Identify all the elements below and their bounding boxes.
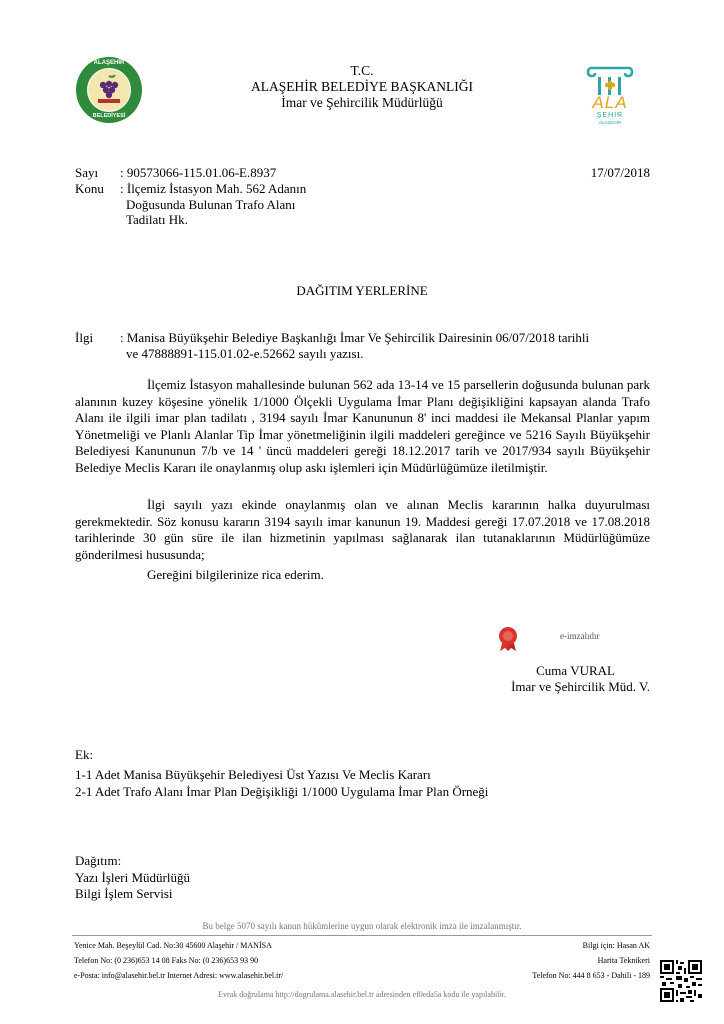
signatory-title: İmar ve Şehircilik Müd. V.: [511, 679, 650, 694]
e-signed-note: e-imzalıdır: [560, 631, 600, 641]
footer-address: Yenice Mah. Beşeylül Cad. No:30 45600 Alaşehir / MANİSA: [74, 941, 272, 950]
municipality-seal-icon: [74, 55, 144, 125]
ala-sehir-logo: [586, 66, 634, 128]
konu-line-3: Tadilatı Hk.: [126, 212, 188, 227]
header-department: İmar ve Şehircilik Müdürlüğü: [281, 95, 443, 110]
footer-contact-title: Harita Teknikeri: [597, 956, 650, 965]
attachment-item-2: 2-1 Adet Trafo Alanı İmar Plan Değişikliği 1/1000 Uygulama İmar Plan Örneği: [75, 784, 489, 799]
header-tc: T.C.: [350, 63, 374, 78]
konu-label: Konu: [75, 181, 104, 196]
attachment-item-1: 1-1 Adet Manisa Büyükşehir Belediyesi Üst Yazısı Ve Meclis Kararı: [75, 767, 431, 782]
konu-line-1: : İlçemiz İstasyon Mah. 562 Adanın: [120, 181, 307, 196]
attachments-label: Ek:: [75, 747, 94, 762]
footer-contact-name: Bilgi için: Hasan AK: [582, 941, 650, 950]
logo-sub: ŞEHİR: [596, 112, 624, 119]
seal-top-text: ALAŞEHİR: [93, 60, 125, 66]
sayi-value: : 90573066-115.01.06-E.8937: [120, 165, 277, 180]
distribution-item-1: Yazı İşleri Müdürlüğü: [75, 870, 190, 885]
seal-bottom-text: BELEDİYESİ: [92, 113, 126, 119]
logo-text: ALA: [592, 93, 628, 112]
footer-contact-phone: Telefon No: 444 8 653 - Dahili - 189: [532, 971, 650, 980]
footer-divider: [72, 935, 652, 936]
e-signature-seal-icon: [496, 626, 520, 652]
e-signature-notice: Bu belge 5070 sayılı kanun hükümlerine uygun olarak elektronik imza ile imzalanmıştır.: [202, 921, 522, 931]
signatory-name: Cuma VURAL: [536, 663, 615, 678]
body-paragraph-3: Gereğini bilgilerinize rica ederim.: [147, 567, 324, 582]
body-paragraph-1: İlçemiz İstasyon mahallesinde bulunan 562 ada 13-14 ve 15 parsellerin doğusunda bulunan park alanının kuzey köşesine yönelik 1/1000 Ölçekli Uygulama İmar Planı değişikliğini kapsayan alanda Trafo Alanı ile ilgili imar plan tadilatı , 3194 sayılı İmar Kanununun 8' inci maddesi ile Mekansal Planlar yapım Yönetmeliği ve Planlı Alanlar Tip İmar yönetmeliğinin ilgili maddeleri gereğince ve 5216 Sayılı Büyükşehir Belediyesi Kanununun 7/b ve 14 ' üncü maddeleri gereği 18.12.2017 tarih ve 2017/934 sayılı Büyükşehir Belediye Meclis Kararı ile onaylanmış olup askı işlemleri için Müdürlüğümüze iletilmiştir.: [75, 377, 650, 475]
header-institution: ALAŞEHİR BELEDİYE BAŞKANLIĞI: [251, 79, 473, 94]
distribution-item-2: Bilgi İşlem Servisi: [75, 886, 173, 901]
recipient-heading: DAĞITIM YERLERİNE: [296, 283, 428, 298]
footer-web: e-Posta: info@alasehir.bel.tr Internet Adresi: www.alasehir.bel.tr/: [74, 971, 284, 980]
qr-code-icon: [660, 960, 702, 1002]
ilgi-line-2: ve 47888891-115.01.02-e.52662 sayılı yazısı.: [126, 346, 364, 361]
distribution-label: Dağıtım:: [75, 853, 122, 868]
footer-phone: Telefon No: (0 236)653 14 08 Faks No: (0 236)653 93 90: [74, 956, 259, 965]
verification-note: Evrak doğrulama http://dogrulama.alasehir.bel.tr adresinden ef0eda5a kodu ile yapılabilir.: [218, 990, 506, 999]
ionic-column-icon: [586, 66, 634, 96]
document-date: 17/07/2018: [590, 165, 650, 180]
logo-sub2: ALAŞEHİR: [598, 120, 622, 125]
body-paragraph-2: İlgi sayılı yazı ekinde onaylanmış olan ve alınan Meclis kararının halka duyurulması gerekmektedir. Söz konusu kararın 3194 sayılı imar kanunun 19. Maddesi gereği 17.07.2018 ve 17.08.2018 tarihlerinde 30 gün süre ile ilan hizmetinin yapılması sağlanarak ilan tutanaklarının Müdürlüğümüze gönderilmesi hususunda;: [75, 497, 650, 562]
konu-line-2: Doğusunda Bulunan Trafo Alanı: [126, 197, 296, 212]
sayi-label: Sayı: [75, 165, 99, 180]
ilgi-label: İlgi: [75, 330, 94, 345]
ilgi-line-1: : Manisa Büyükşehir Belediye Başkanlığı İmar Ve Şehircilik Dairesinin 06/07/2018 tarihli: [120, 330, 590, 345]
